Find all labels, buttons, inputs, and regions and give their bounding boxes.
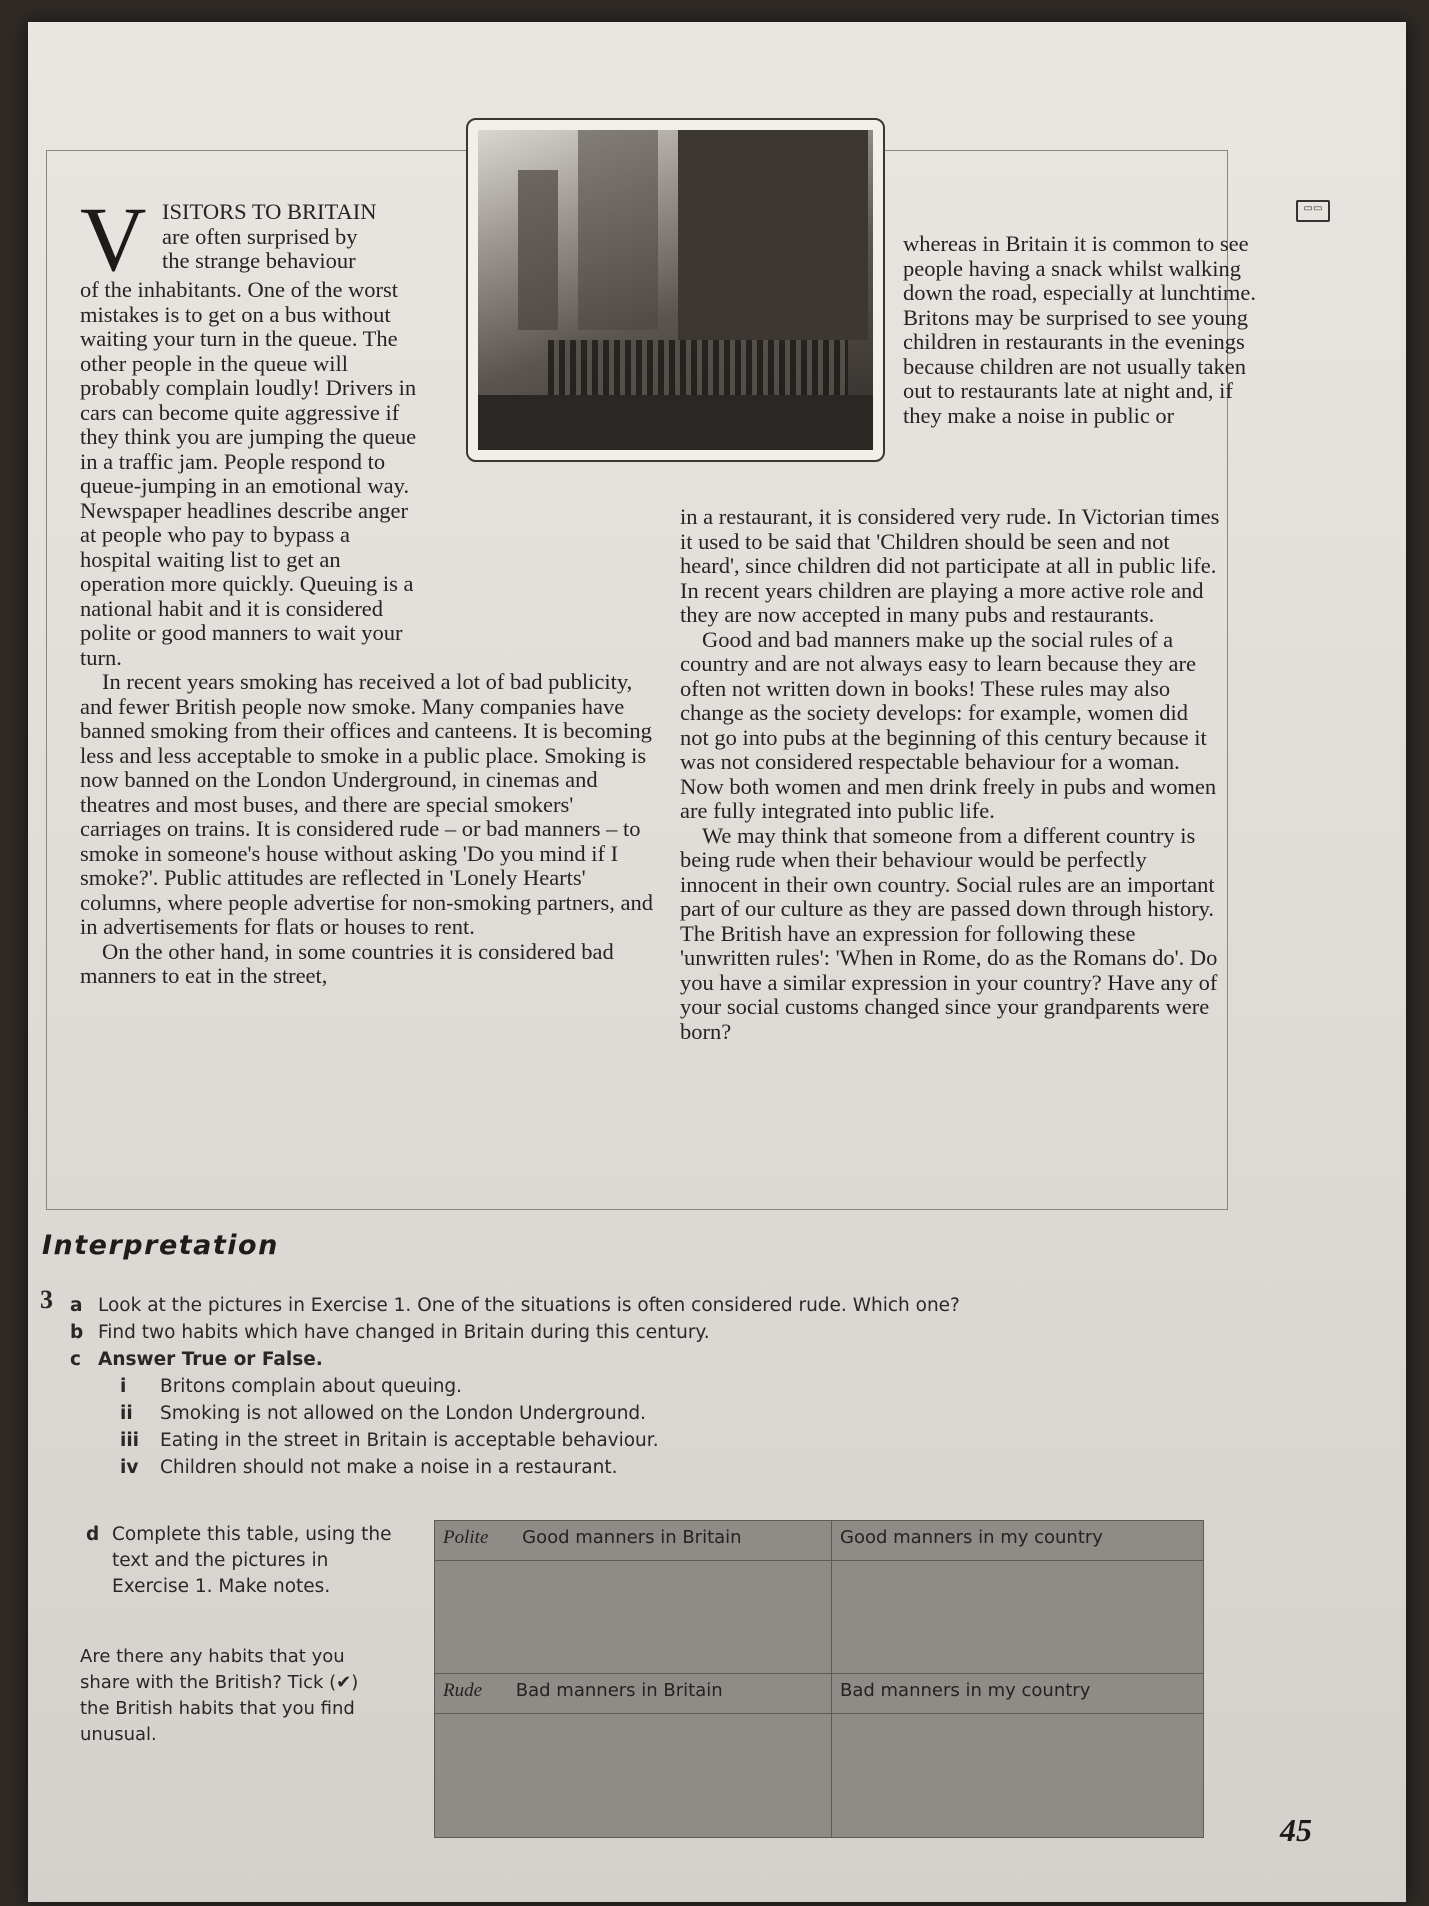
article-paragraph: in a restaurant, it is considered very rude. In Victorian times it used to be said that 'Children should be seen and not heard', since children did not participate at all in public life. In recent years children are playing a more active role and they are now accepted in many pubs and restaurants.: [680, 504, 1220, 627]
table-header-cell: Good manners in my country: [832, 1521, 1204, 1561]
section-heading: Interpretation: [42, 1230, 279, 1261]
london-street-image: [478, 130, 873, 450]
article-paragraph: whereas in Britain it is common to see people having a snack whilst walking down the road, especially at lunchtime. Britons may be surprised to see young children in restaurants in the evenings because children are not usually taken out to restaurants late at night and, if they make a noise in public or: [903, 231, 1257, 428]
article-right-top: [903, 232, 1258, 428]
tick-instruction: Are there any habits that you share with the British? Tick (✔) the British habits that you find unusual.: [80, 1646, 359, 1745]
table-cell[interactable]: [435, 1561, 832, 1673]
table-header-cell: Polite Good manners in Britain: [435, 1521, 832, 1561]
table-cell[interactable]: [832, 1714, 1204, 1838]
table-cell[interactable]: [832, 1561, 1204, 1673]
article-paragraph: We may think that someone from a different country is being rude when their behaviour would be perfectly innocent in their own country. Social rules are an important part of our culture as they are passed down through history. The British have an expression for following these 'unwritten rules': 'When in Rome, do as the Romans do'. Do you have a similar expression in your country? Have any of your social customs changed since your grandparents were born?: [680, 822, 1218, 1044]
question-b: b Find two habits which have changed in Britain during this century.: [70, 1322, 710, 1343]
question-a: a Look at the pictures in Exercise 1. One of the situations is often considered rude. Which one?: [70, 1295, 960, 1316]
article-paragraph: of the inhabitants. One of the worst mistakes is to get on a bus without waiting your turn in the queue. The other people in the queue will probably complain loudly! Drivers in cars can become quite aggressive if they think you are jumping the queue in a traffic jam. People respond to queue-jumping in an emotional way. Newspaper headlines describe anger at people who pay to bypass a hospital waiting list to get an operation more quickly. Queuing is a national habit and it is considered polite or good manners to wait your turn.: [80, 277, 417, 670]
cassette-icon: ▭▭: [1296, 200, 1330, 222]
article-paragraph: Good and bad manners make up the social rules of a country and are not always easy to learn because they are often not written down in books! These rules may also change as the society develops: for example, women did not go into pubs at the beginning of this century because it was not considered respectable behaviour for a woman. Now both women and men drink freely in pubs and women are fully integrated into public life.: [680, 626, 1217, 823]
rude-label: Rude: [443, 1679, 483, 1701]
true-false-item: iv Children should not make a noise in a restaurant.: [120, 1457, 618, 1478]
true-false-item: ii Smoking is not allowed on the London Underground.: [120, 1403, 647, 1424]
intro-line: are often surprised by: [162, 223, 358, 249]
table-header-cell: Rude Bad manners in Britain: [435, 1673, 832, 1713]
true-false-item: iii Eating in the street in Britain is acceptable behaviour.: [120, 1430, 659, 1451]
street-photo: [466, 118, 885, 462]
table-row: [435, 1561, 1204, 1673]
intro-line: ISITORS TO BRITAIN: [162, 199, 377, 224]
article-paragraph: On the other hand, in some countries it is considered bad manners to eat in the street,: [80, 938, 614, 988]
table-header-row: [435, 1521, 1204, 1561]
intro-line: the strange behaviour: [162, 248, 356, 273]
polite-label: Polite: [443, 1527, 489, 1548]
question-d: d Complete this table, using the text and the pictures in Exercise 1. Make notes.: [86, 1524, 392, 1597]
question-c: c Answer True or False.: [70, 1349, 323, 1370]
question-d-text: Complete this table, using the text and the pictures in Exercise 1. Make notes.: [112, 1524, 392, 1597]
table-cell[interactable]: [435, 1714, 832, 1838]
table-header-cell: Bad manners in my country: [832, 1673, 1204, 1713]
textbook-page: [28, 22, 1406, 1902]
exercise-number: 3: [40, 1285, 53, 1314]
table-header-row: [435, 1673, 1204, 1713]
drop-cap: V: [80, 188, 147, 290]
article-paragraph: In recent years smoking has received a lot of bad publicity, and fewer British people now smoke. Many companies have banned smoking from their offices and canteens. It is becoming less and less acceptable to smoke in a public place. Smoking is now banned on the London Underground, in cinemas and theatres and most buses, and there are special smokers' carriages on trains. It is considered rude – or bad manners – to smoke in someone's house without asking 'Do you mind if I smoke?'. Public attitudes are reflected in 'Lonely Hearts' columns, where people advertise for non-smoking partners, and in advertisements for flats or houses to rent.: [80, 669, 653, 939]
table-row: [435, 1714, 1204, 1838]
true-false-item: i Britons complain about queuing.: [120, 1376, 463, 1397]
page-number: 45: [1280, 1812, 1312, 1848]
manners-table: [434, 1520, 1204, 1838]
article-right-column: [680, 505, 1220, 1044]
